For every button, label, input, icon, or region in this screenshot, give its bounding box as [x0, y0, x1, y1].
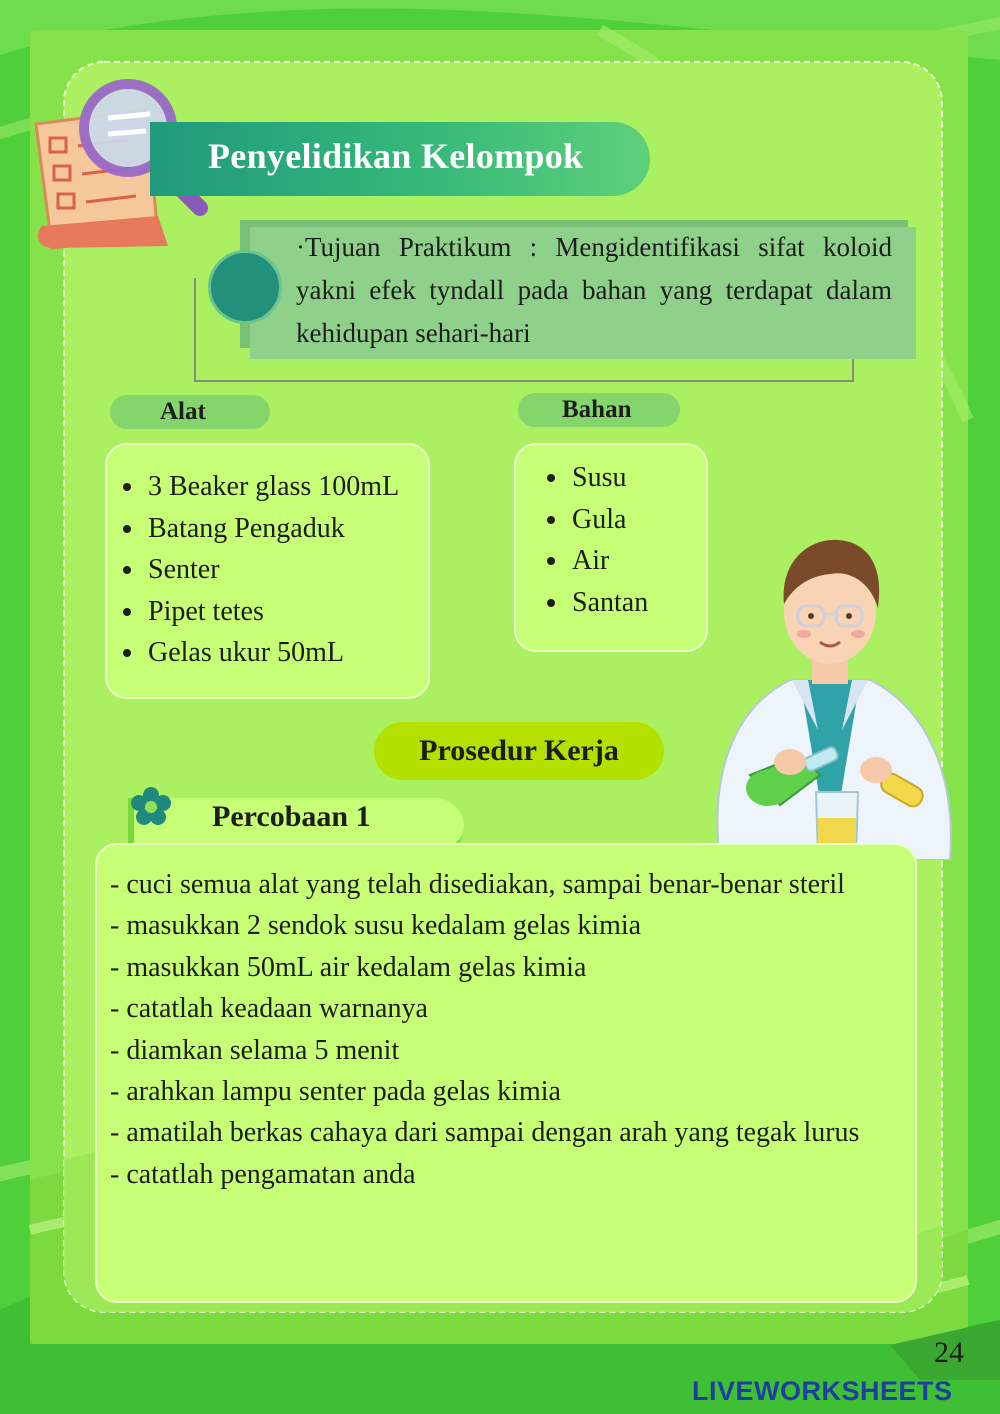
- procedure-step: - arahkan lampu senter pada gelas kimia: [110, 1076, 561, 1108]
- procedure-title: Prosedur Kerja: [374, 722, 664, 780]
- list-item: • Pipet tetes: [146, 591, 476, 633]
- list-item: • 3 Beaker glass 100mL: [146, 466, 476, 508]
- aim-dot-icon: [208, 250, 282, 324]
- scientist-illustration: [700, 530, 962, 860]
- bahan-label: Bahan: [518, 393, 680, 427]
- aim-text: ·Tujuan Praktikum : Mengidentifikasi sifat koloid yakni efek tyndall pada bahan yang terdapat dalam kehidupan sehari-hari: [296, 232, 892, 348]
- procedure-step: - masukkan 2 sendok susu kedalam gelas kimia: [110, 910, 642, 942]
- list-item: • Senter: [146, 549, 476, 591]
- liveworksheets-watermark: LIVEWORKSHEETS: [692, 1376, 953, 1406]
- list-item: • Gelas ukur 50mL: [146, 632, 476, 674]
- procedure-step: - amatilah berkas cahaya dari sampai dengan arah yang tegak lurus: [110, 1117, 860, 1149]
- procedure-step: - catatlah keadaan warnanya: [110, 993, 428, 1025]
- procedure-steps: [110, 864, 910, 1195]
- procedure-step: - cuci semua alat yang telah disediakan, sampai benar-benar steril: [110, 869, 845, 900]
- flower-icon: [130, 786, 172, 828]
- alat-list: [106, 466, 476, 674]
- list-item: • Susu: [570, 457, 740, 499]
- list-item: • Batang Pengaduk: [146, 508, 476, 550]
- experiment-label: Percobaan 1: [212, 800, 371, 833]
- procedure-step: - diamkan selama 5 menit: [110, 1034, 400, 1066]
- list-item: • Air: [570, 540, 740, 582]
- list-item: • Gula: [570, 499, 740, 541]
- alat-label: Alat: [110, 395, 270, 429]
- page-title: Penyelidikan Kelompok: [208, 136, 584, 176]
- procedure-step: - catatlah pengamatan anda: [110, 1158, 416, 1190]
- procedure-step: - masukkan 50mL air kedalam gelas kimia: [110, 951, 587, 983]
- page-number: 24: [934, 1336, 964, 1369]
- list-item: • Santan: [570, 582, 740, 624]
